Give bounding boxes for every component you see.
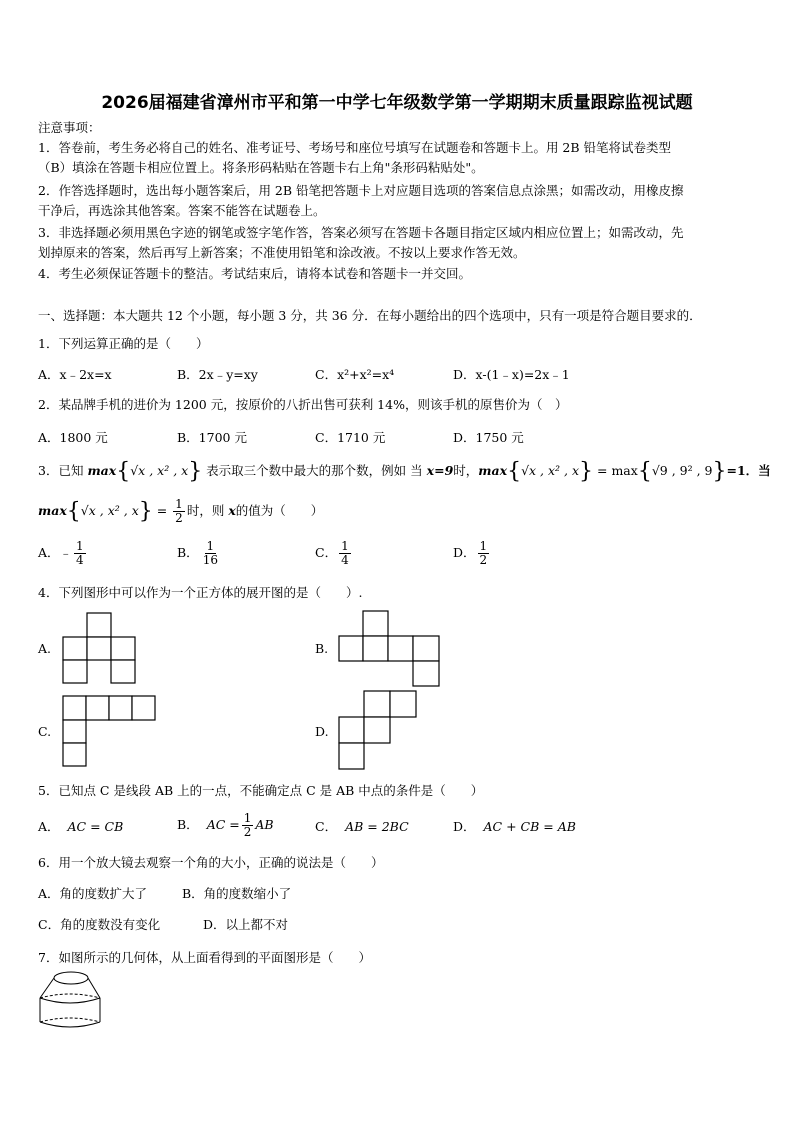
question-6-stem: 6．用一个放大镜去观察一个角的大小，正确的说法是（ ） (38, 855, 384, 870)
q3-max: max (478, 463, 508, 478)
q5-option-b: B． AC = $\frac{1}{2}$ AB (177, 811, 274, 839)
q3-text: 时， (453, 463, 479, 478)
question-3-stem-line1: 3．已知 max{√x , x² , x} 表示取三个数中最大的那个数，例如 当 x=9时，max{√x , x² , x} = max{√9 , 9² , 9}=1．当 (38, 459, 771, 484)
notice-line: 3．非选择题必须用黑色字迹的钢笔或签字笔作答，答案必须写在答题卡各题目指定区域内相应位置上；如需改动，先 (38, 225, 684, 240)
notice-line: 2．作答选择题时，选出每小题答案后，用 2B 铅笔把答题卡上对应题目选项的答案信息点涂黑；如需改动，用橡皮擦 (38, 183, 684, 198)
q5-option-a: A． AC = CB (38, 819, 124, 834)
cube-net-c (62, 695, 158, 767)
question-2-stem: 2．某品牌手机的进价为 1200 元，按原价的八折出售可获利 14%，则该手机的原售价为（ ） (38, 397, 568, 412)
geometry-solid-figure (36, 968, 106, 1032)
cube-net-d (338, 690, 418, 772)
q2-option-d: D．1750 元 (453, 430, 524, 445)
q3-max: max (87, 463, 117, 478)
q1-option-d: D．x-(1﹣x)=2x﹣1 (453, 367, 570, 382)
q3-half: $\frac{1}{2}$ (175, 497, 183, 525)
q3-x: x (228, 503, 236, 518)
question-5-stem: 5．已知点 C 是线段 AB 上的一点，不能确定点 C 是 AB 中点的条件是（ ） (38, 783, 484, 798)
q1-option-a: A．x﹣2x=x (38, 367, 112, 382)
section-heading: 一、选择题：本大题共 12 个小题，每小题 3 分，共 36 分．在每小题给出的四个选项中，只有一项是符合题目要求的． (38, 308, 702, 323)
cube-net-b (338, 610, 442, 688)
notice-line: 1．答卷前，考生务必将自己的姓名、准考证号、考场号和座位号填写在试题卷和答题卡上。用 2B 铅笔将试卷类型 (38, 140, 672, 155)
q3-option-b: B． $\frac{1}{16}$ (177, 539, 218, 567)
q3-max: max (38, 503, 67, 518)
q3-option-a: A．﹣ $\frac{1}{4}$ (38, 539, 84, 567)
q4-label-d: D. (315, 724, 329, 739)
question-7-stem: 7．如图所示的几何体，从上面看得到的平面图形是（ ） (38, 950, 371, 965)
q3-text: 表示取三个数中最大的那个数，例如 当 (206, 463, 423, 478)
q3-args: √x , x² , x (521, 463, 580, 478)
q3-args: √x , x² , x (130, 463, 189, 478)
page-title: 2026届福建省漳州市平和第一中学七年级数学第一学期期末质量跟踪监视试题 (101, 93, 693, 113)
q6-option-b: B．角的度数缩小了 (182, 886, 292, 901)
q4-label-a: A. (38, 641, 52, 656)
q1-option-c: C．x²+x²=x⁴ (315, 367, 395, 382)
notice-line: 干净后，再选涂其他答案。答案不能答在试题卷上。 (38, 203, 326, 218)
q2-option-b: B．1700 元 (177, 430, 247, 445)
q3-option-c: C． $\frac{1}{4}$ (315, 539, 349, 567)
q3-args: √x , x² , x (80, 503, 139, 518)
q6-option-c: C．角的度数没有变化 (38, 917, 161, 932)
q3-text: 时，则 (186, 503, 225, 518)
q3-option-d: D． $\frac{1}{2}$ (453, 539, 488, 567)
q5-option-d: D． AC + CB = AB (453, 819, 576, 834)
q5-option-c: C． AB = 2BC (315, 819, 409, 834)
q4-label-c: C. (38, 724, 52, 739)
notice-line: 4．考生必须保证答题卡的整洁。考试结束后，请将本试卷和答题卡一并交回。 (38, 266, 471, 281)
q3-text: 的值为（ ） (235, 503, 324, 518)
cube-net-a (62, 612, 138, 684)
notice-heading: 注意事项： (38, 120, 101, 135)
notice-line: （B）填涂在答题卡相应位置上。将条形码粘贴在答题卡右上角"条形码粘贴处"。 (38, 160, 484, 175)
q3-args2: √9 , 9² , 9 (651, 463, 713, 478)
q4-label-b: B. (315, 641, 329, 656)
notice-line: 划掉原来的答案，然后再写上新答案；不准使用铅笔和涂改液。不按以上要求作答无效。 (38, 245, 526, 260)
q2-option-c: C．1710 元 (315, 430, 386, 445)
question-1-stem: 1．下列运算正确的是（ ） (38, 336, 209, 351)
question-4-stem: 4．下列图形中可以作为一个正方体的展开图的是（ ）. (38, 585, 363, 600)
q3-text: =1．当 (726, 463, 771, 478)
q1-option-b: B．2x﹣y=xy (177, 367, 258, 382)
q3-x-eq: x=9 (426, 463, 454, 478)
q6-option-a: A．角的度数扩大了 (38, 886, 148, 901)
q3-text: 3．已知 (38, 463, 84, 478)
question-3-stem-line2: max{√x , x² , x} = $\frac{1}{2}$ 时，则 x的值为（ ） (38, 497, 324, 525)
q6-option-d: D．以上都不对 (203, 917, 289, 932)
q2-option-a: A．1800 元 (38, 430, 108, 445)
